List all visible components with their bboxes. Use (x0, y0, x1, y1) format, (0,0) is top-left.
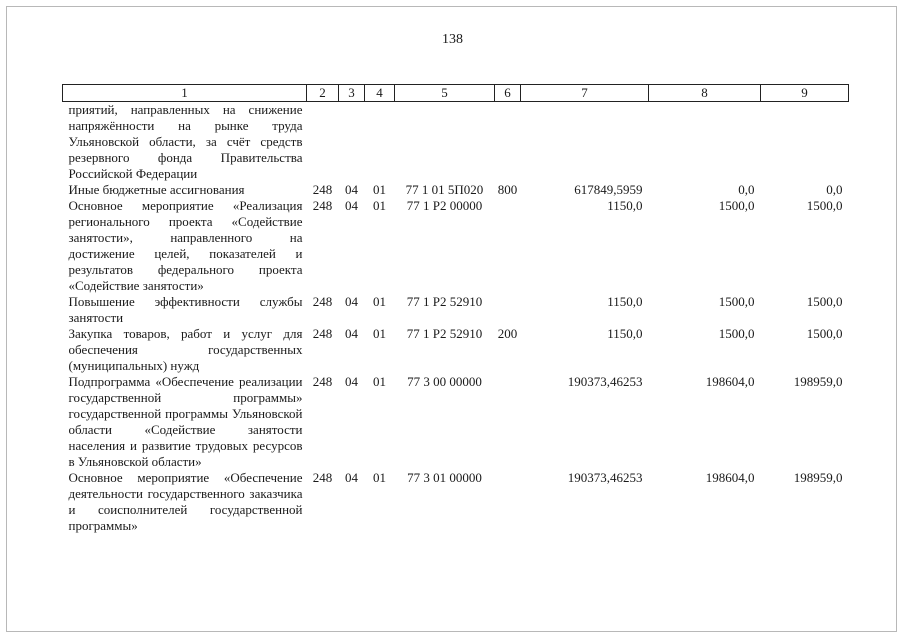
cell-amount: 198604,0 (705, 470, 755, 485)
cell-amount: 0,0 (738, 182, 755, 197)
cell-amount (521, 102, 649, 183)
table-row (63, 294, 849, 326)
cell-amount: 198959,0 (793, 470, 843, 485)
cell-amount: 0,0 (826, 182, 843, 197)
cell-amount: 198959,0 (793, 374, 843, 389)
cell-amount: 617849,5959 (574, 182, 643, 197)
row-name: Повышение эффективности службы занятости (68, 294, 303, 325)
table-row (63, 326, 849, 374)
cell-target-article: 77 1 01 5П020 (405, 182, 484, 197)
cell-amount: 1500,0 (718, 326, 755, 341)
cell-amount: 190373,46253 (567, 470, 643, 485)
cell-expense-type (495, 470, 521, 534)
cell-section: 04 (345, 198, 358, 213)
row-name: Основное мероприятие «Обеспечение деятельности государственного заказчика и соисполнителей государственной программы» (68, 470, 303, 533)
cell-amount: 1500,0 (718, 198, 755, 213)
cell-expense-type: 800 (497, 182, 518, 197)
cell-subsection: 01 (373, 182, 386, 197)
cell-target-article: 77 1 P2 00000 (406, 198, 483, 213)
cell-expense-type (495, 374, 521, 470)
cell-amount: 1500,0 (806, 198, 843, 213)
column-header: 7 (521, 85, 649, 102)
cell-amount (761, 102, 849, 183)
table-row (63, 374, 849, 470)
table-row (63, 470, 849, 534)
cell-target-article: 77 3 00 00000 (407, 374, 482, 389)
cell-section: 04 (345, 294, 358, 309)
cell-subsection (365, 102, 395, 183)
cell-target-article: 77 3 01 00000 (407, 470, 482, 485)
cell-amount: 1500,0 (806, 294, 843, 309)
cell-target-article: 77 1 P2 52910 (406, 326, 483, 341)
cell-ministry (307, 102, 339, 183)
budget-table (62, 84, 849, 534)
cell-amount: 198604,0 (705, 374, 755, 389)
cell-ministry: 248 (312, 294, 333, 309)
cell-section (339, 102, 365, 183)
cell-subsection: 01 (373, 470, 386, 485)
column-header: 2 (307, 85, 339, 102)
cell-amount: 1500,0 (806, 326, 843, 341)
cell-expense-type: 200 (497, 326, 518, 341)
column-header: 1 (63, 85, 307, 102)
cell-subsection: 01 (373, 198, 386, 213)
cell-amount: 190373,46253 (567, 374, 643, 389)
cell-ministry: 248 (312, 374, 333, 389)
cell-ministry: 248 (312, 198, 333, 213)
table-row (63, 182, 849, 198)
table-row (63, 198, 849, 294)
cell-target-article (395, 102, 495, 183)
cell-section: 04 (345, 470, 358, 485)
cell-subsection: 01 (373, 326, 386, 341)
column-number-row (63, 85, 849, 102)
cell-amount: 1150,0 (607, 326, 643, 341)
column-header: 3 (339, 85, 365, 102)
page-number: 138 (442, 32, 463, 47)
column-header: 4 (365, 85, 395, 102)
row-name: Закупка товаров, работ и услуг для обеспечения государственных (муниципальных) нужд (68, 326, 303, 373)
column-header: 8 (649, 85, 761, 102)
column-header: 6 (495, 85, 521, 102)
cell-amount: 1150,0 (607, 294, 643, 309)
cell-section: 04 (345, 326, 358, 341)
column-header: 5 (395, 85, 495, 102)
column-header: 9 (761, 85, 849, 102)
cell-expense-type (495, 198, 521, 294)
row-name: приятий, направленных на снижение напряжённости на рынке труда Ульяновской области, за счёт средств резервного фонда Правительства Российской Федерации (68, 102, 303, 181)
cell-section: 04 (345, 374, 358, 389)
cell-expense-type (495, 294, 521, 326)
cell-ministry: 248 (312, 182, 333, 197)
cell-ministry: 248 (312, 470, 333, 485)
cell-target-article: 77 1 P2 52910 (406, 294, 483, 309)
cell-subsection: 01 (373, 374, 386, 389)
cell-ministry: 248 (312, 326, 333, 341)
cell-amount: 1150,0 (607, 198, 643, 213)
cell-amount: 1500,0 (718, 294, 755, 309)
cell-amount (649, 102, 761, 183)
row-name: Иные бюджетные ассигнования (68, 182, 245, 197)
row-name: Основное мероприятие «Реализация регионального проекта «Содействие занятости», направленного на достижение целей, показателей и результатов федерального проекта «Содействие занятости» (68, 198, 303, 293)
cell-expense-type (495, 102, 521, 183)
cell-subsection: 01 (373, 294, 386, 309)
cell-section: 04 (345, 182, 358, 197)
row-name: Подпрограмма «Обеспечение реализации государственной программы» государственной программы Ульяновской области «Содействие занятости населения и развитие трудовых ресурсов в Ульяновской области» (68, 374, 303, 469)
table-row (63, 102, 849, 183)
